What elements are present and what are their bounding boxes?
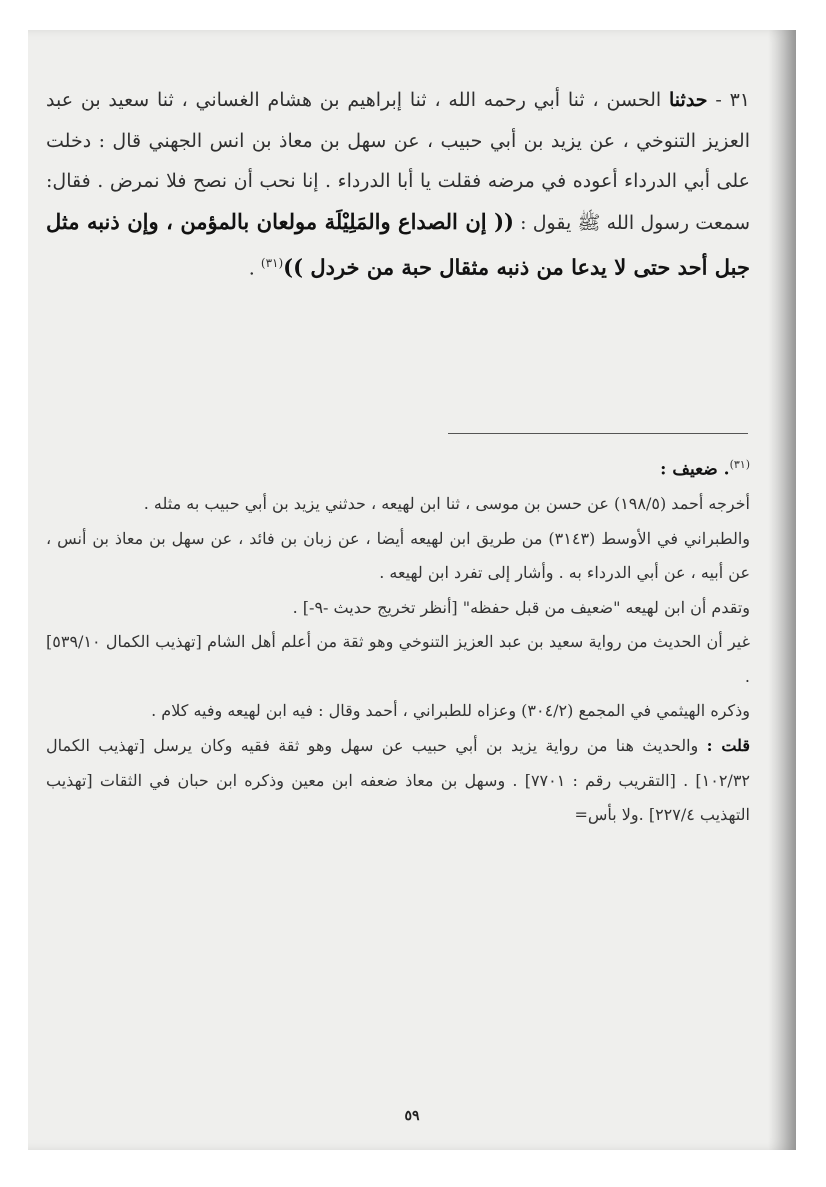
footnote-line: والطبراني في الأوسط (٣١٤٣) من طريق ابن لهيعه أيضا ، عن زبان بن فائد ، عن سهل بن معاذ بن أنس ، عن أبيه ، عن أبي الدرداء به . وأشار إلى تفرد ابن لهيعه . [46, 528, 750, 583]
footnote-divider [448, 433, 748, 434]
hadith-paragraph [46, 80, 750, 289]
footnote-ref: (٣١) [729, 458, 750, 471]
hadith-block [46, 80, 750, 289]
footnote-heading [46, 448, 750, 487]
footnote-line: وذكره الهيثمي في المجمع (٣٠٤/٢) وعزاه للطبراني ، أحمد وقال : فيه ابن لهيعه وفيه كلام . [151, 701, 750, 721]
footnotes [46, 448, 750, 833]
binding-shadow [768, 30, 796, 1150]
hadith-end: . [248, 257, 261, 280]
hadith-quote: (( إن الصداع والمَلِيْلَة مولعان بالمؤمن ، وإن ذنبه مثل جبل أحد حتى لا يدعا من ذنبه مثقال حبة من خردل )) [46, 208, 750, 280]
footnote-line: غير أن الحديث من رواية سعيد بن عبد العزيز التنوخي وهو ثقة من أعلم أهل الشام [تهذيب الكمال ٥٣٩/١٠] . [46, 632, 751, 686]
footnote-keyword: قلت : [706, 736, 750, 756]
hadith-text: الحسن ، ثنا أبي رحمه الله ، ثنا إبراهيم بن هشام الغساني ، ثنا سعيد بن عبد العزيز التنوخي ، عن يزيد بن أبي حبيب ، عن سهل بن معاذ بن انس الجهني قال : دخلت على أبي الدرداء أعوده في مرضه فقلت يا أبا الدرداء . إنا نحب أن نصح فلا نمرض . فقال: سمعت رسول الله ﷺ يقول : [46, 89, 750, 234]
footnote-line [46, 729, 750, 833]
footnote-grade: . ضعيف : [660, 459, 730, 480]
footnote-text: والحديث هنا من رواية يزيد بن أبي حبيب عن سهل وهو ثقة فقيه وكان يرسل [تهذيب الكمال ١٠٢/٣٢] . [التقريب رقم : ٧٧٠١] . وسهل بن معاذ ضعفه ابن معين وذكره ابن حبان في الثقات [تهذيب التهذيب ٢٢٧/٤] .ولا بأس= [46, 736, 750, 825]
footnote-marker: (٣١) [260, 256, 284, 271]
hadith-number: ٣١ - [707, 89, 751, 111]
footnote-line: وتقدم أن ابن لهيعه "ضعيف من قبل حفظه" [أنظر تخريج حديث -٩-] . [292, 597, 750, 617]
book-page [28, 30, 796, 1150]
footnote-line: أخرجه أحمد (١٩٨/٥) عن حسن بن موسى ، ثنا ابن لهيعه ، حدثني يزيد بن أبي حبيب به مثله . [143, 493, 750, 513]
page-number: ٥٩ [404, 1108, 420, 1124]
hadith-keyword: حدثنا [669, 89, 708, 111]
